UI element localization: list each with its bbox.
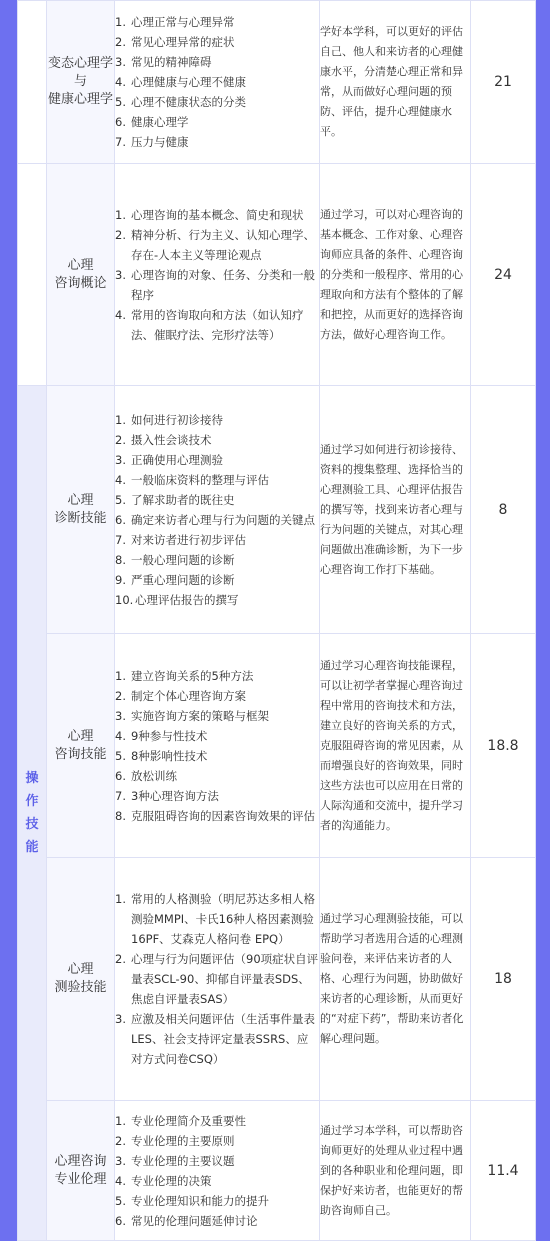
item-number: 3. [115,55,126,69]
content-item [115,706,319,726]
content-item [115,265,319,305]
item-number: 3. [115,1153,126,1168]
item-text: 压力与健康 [131,135,189,149]
content-list [115,205,319,345]
module-name-line: 咨询概论 [54,275,107,291]
item-text: 确定来访者心理与行为问题的关键点 [131,512,315,527]
item-number: 4. [115,307,126,322]
content-item [115,52,319,72]
content-item [115,530,319,550]
item-number: 3. [115,267,126,282]
module-name-cell [47,858,115,1101]
category-label: 操作技能 [25,771,39,855]
item-text: 心理不健康状态的分类 [131,95,246,109]
category-cell-blank [18,164,47,386]
item-number: 2. [115,35,126,49]
content-item [115,32,319,52]
item-text: 克服阻碍咨询的因素咨询效果的评估 [131,808,315,823]
content-item [115,806,319,826]
item-number: 1. [115,892,126,906]
content-item [115,430,319,450]
item-text: 一般心理问题的诊断 [131,552,235,567]
item-text: 常用的人格测验（明尼苏达多相人格测验MMPI、卡氏16种人格因素测验16PF、艾森克人格问卷 EPQ） [131,892,315,946]
module-name-line: 与 [73,74,87,89]
content-item [115,666,319,686]
item-number: 3. [115,1012,126,1026]
content-item [115,1151,319,1171]
item-number: 5. [115,95,126,109]
hours-cell: 18 [471,858,536,1101]
module-name-line: 专业伦理 [54,1171,107,1187]
item-number: 10. [115,592,134,607]
item-text: 严重心理问题的诊断 [131,572,235,587]
item-number: 5. [115,748,126,763]
item-number: 1. [115,1113,126,1128]
item-text: 常见的伦理问题延伸讨论 [131,1213,258,1228]
item-text: 心理评估报告的撰写 [135,592,239,607]
content-item [115,205,319,225]
course-row [18,858,536,1101]
item-text: 精神分析、行为主义、认知心理学、存在-人本主义等理论观点 [131,227,315,262]
item-number: 3. [115,708,126,723]
item-number: 4. [115,1173,126,1188]
content-cell [115,634,320,858]
content-item [115,12,319,32]
objective-cell: 通过学习如何进行初诊接待、资料的搜集整理、选择恰当的心理测验工具、心理评估报告的撰写等，找到来访者心理与行为问题的关键点，对其心理问题做出准确诊断，为下一步心理咨询工作打下基础。 [320,386,471,634]
content-cell [115,386,320,634]
item-text: 常用的咨询取向和方法（如认知疗法、催眠疗法、完形疗法等） [131,307,304,342]
module-name-line: 心理 [67,257,94,273]
module-name-cell [47,386,115,634]
module-name-line: 咨询技能 [54,746,107,762]
item-text: 了解求助者的既往史 [131,492,235,507]
item-number: 6. [115,115,126,129]
item-text: 如何进行初诊接待 [131,412,223,427]
content-item [115,590,319,610]
item-number: 6. [115,1213,126,1228]
hours-cell: 8 [471,386,536,634]
content-item [115,1191,319,1211]
objective-cell: 通过学习，可以对心理咨询的基本概念、工作对象、心理咨询师应具备的条件、心理咨询的分类和一般程序、常用的心理取向和方法有个整体的了解和把控，从而更好的选择咨询方法，做好心理咨询工作。 [320,164,471,386]
item-text: 专业伦理的主要原则 [131,1133,235,1148]
content-cell [115,1,320,164]
item-text: 实施咨询方案的策略与框架 [131,708,269,723]
objective-cell: 通过学习心理咨询技能课程，可以让初学者掌握心理咨询过程中常用的咨询技术和方法，建立良好的咨询关系的方式，克服阻碍咨询的常见因素，从而增强良好的咨询效果，同时这些方法也可以应用在日常的人际沟通和交流中，提升学习者的沟通能力。 [320,634,471,858]
course-row [18,386,536,634]
item-text: 心理健康与心理不健康 [131,75,246,89]
course-row [18,1101,536,1241]
content-item [115,470,319,490]
content-cell [115,858,320,1101]
content-item [115,1009,319,1069]
item-number: 5. [115,1193,126,1208]
content-list [115,666,319,826]
item-number: 1. [115,668,126,683]
content-item [115,1171,319,1191]
content-item [115,225,319,265]
content-list [115,12,319,152]
item-number: 7. [115,532,126,547]
content-item [115,889,319,949]
item-number: 4. [115,728,126,743]
content-list [115,889,319,1069]
objective-cell: 学好本学科，可以更好的评估自己、他人和来访者的心理健康水平，分清楚心理正常和异常，从而做好心理问题的预防、评估，提升心理健康水平。 [320,1,471,164]
item-number: 7. [115,788,126,803]
module-name-line: 测验技能 [54,980,107,995]
hours-cell: 18.8 [471,634,536,858]
item-number: 2. [115,432,126,447]
item-number: 8. [115,552,126,567]
course-row [18,1,536,164]
module-name-cell [47,1,115,164]
content-item [115,1131,319,1151]
content-item [115,1211,319,1231]
content-list [115,1111,319,1231]
item-text: 建立咨询关系的5种方法 [131,668,254,683]
item-number: 2. [115,227,126,242]
item-text: 心理咨询的基本概念、简史和现状 [131,207,304,222]
module-name-line: 变态心理学 [47,56,113,71]
module-name-cell [47,1101,115,1241]
item-text: 心理正常与心理异常 [131,15,235,29]
item-number: 1. [115,207,126,222]
item-number: 1. [115,15,126,29]
item-text: 9种参与性技术 [131,728,208,743]
objective-cell: 通过学习本学科，可以帮助咨询师更好的处理从业过程中遇到的各种职业和伦理问题，即保护好来访者，也能更好的帮助咨询师自己。 [320,1101,471,1241]
course-row [18,634,536,858]
hours-cell: 24 [471,164,536,386]
item-number: 2. [115,952,126,966]
item-text: 心理咨询的对象、任务、分类和一般程序 [131,267,315,302]
content-item [115,786,319,806]
item-number: 4. [115,75,126,89]
item-text: 一般临床资料的整理与评估 [131,472,269,487]
curriculum-body [18,1,536,1241]
category-cell [18,386,47,1241]
item-number: 4. [115,472,126,487]
item-number: 6. [115,768,126,783]
curriculum-table [17,0,536,1241]
item-number: 8. [115,808,126,823]
item-text: 心理与行为问题评估（90项症状自评量表SCL-90、抑郁自评量表SDS、焦虑自评量表SAS） [131,952,319,1006]
content-item [115,510,319,530]
item-text: 8种影响性技术 [131,748,208,763]
item-text: 常见的精神障碍 [131,55,212,69]
module-name-line: 心理 [67,962,94,977]
objective-cell: 通过学习心理测验技能，可以帮助学习者选用合适的心理测验问卷，来评估来访者的人格、心理行为问题，协助做好来访者的心理诊断，从而更好的“对症下药”，帮助来访者化解心理问题。 [320,858,471,1101]
item-number: 2. [115,688,126,703]
content-item [115,1111,319,1131]
content-item [115,92,319,112]
item-number: 2. [115,1133,126,1148]
item-text: 3种心理咨询方法 [131,788,219,803]
item-text: 专业伦理知识和能力的提升 [131,1193,269,1208]
content-cell [115,164,320,386]
content-item [115,949,319,1009]
content-item [115,490,319,510]
module-name-line: 心理 [67,728,94,744]
item-number: 1. [115,412,126,427]
content-item [115,726,319,746]
item-text: 常见心理异常的症状 [131,35,235,49]
item-text: 摄入性会谈技术 [131,432,212,447]
content-item [115,305,319,345]
item-number: 7. [115,135,126,149]
hours-cell: 21 [471,1,536,164]
content-item [115,112,319,132]
item-text: 放松训练 [131,768,177,783]
content-cell [115,1101,320,1241]
content-item [115,766,319,786]
item-text: 正确使用心理测验 [131,452,223,467]
item-text: 专业伦理的主要议题 [131,1153,235,1168]
item-text: 专业伦理简介及重要性 [131,1113,246,1128]
content-item [115,686,319,706]
module-name-cell [47,634,115,858]
module-name-line: 健康心理学 [47,92,113,107]
module-name-line: 心理 [67,492,94,508]
content-item [115,746,319,766]
item-text: 对来访者进行初步评估 [131,532,246,547]
category-cell-blank [18,1,47,164]
item-text: 健康心理学 [131,115,189,129]
module-name-line: 诊断技能 [54,510,107,526]
content-item [115,410,319,430]
item-text: 专业伦理的决策 [131,1173,212,1188]
module-name-line: 心理咨询 [54,1153,107,1169]
item-number: 9. [115,572,126,587]
content-item [115,550,319,570]
content-list [115,410,319,610]
item-text: 制定个体心理咨询方案 [131,688,246,703]
item-text: 应激及相关问题评估（生活事件量表LES、社会支持评定量表SSRS、应对方式问卷CSQ） [131,1012,315,1066]
item-number: 6. [115,512,126,527]
hours-cell: 11.4 [471,1101,536,1241]
module-name-cell [47,164,115,386]
item-number: 5. [115,492,126,507]
content-item [115,450,319,470]
content-item [115,132,319,152]
content-item [115,72,319,92]
course-row [18,164,536,386]
content-item [115,570,319,590]
item-number: 3. [115,452,126,467]
